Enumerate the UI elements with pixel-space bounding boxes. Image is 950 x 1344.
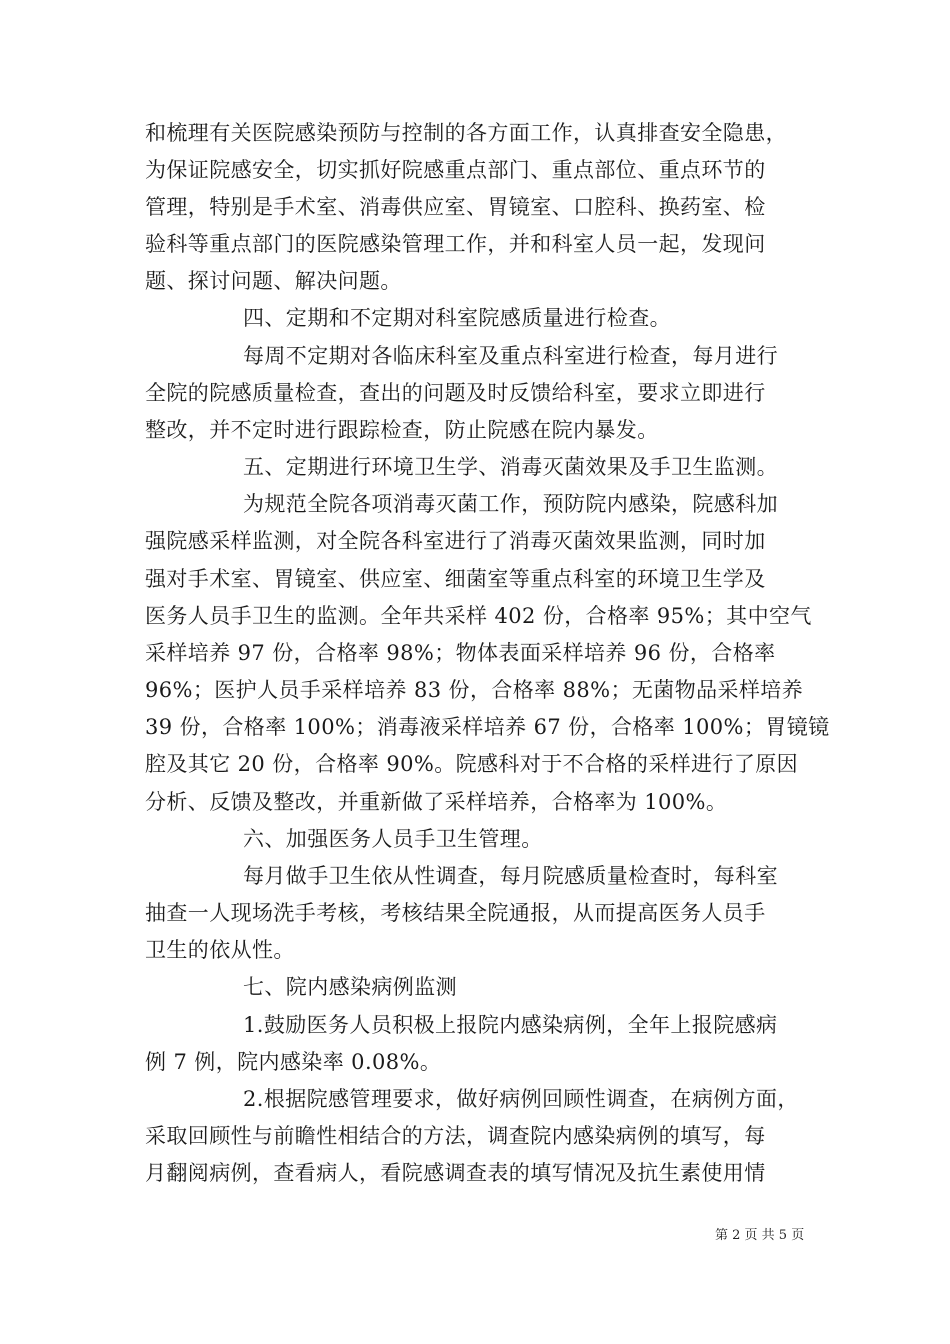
body-line: 96%；医护人员手采样培养 83 份，合格率 88%；无菌物品采样培养 — [145, 678, 804, 702]
section-heading-5: 五、定期进行环境卫生学、消毒灭菌效果及手卫生监测。 — [243, 455, 778, 479]
body-line: 39 份，合格率 100%；消毒液采样培养 67 份，合格率 100%；胃镜镜 — [145, 715, 830, 739]
body-line: 全院的院感质量检查，查出的问题及时反馈给科室，要求立即进行 — [145, 381, 766, 405]
body-line: 例 7 例，院内感染率 0.08%。 — [145, 1050, 442, 1074]
body-line: 管理，特别是手术室、消毒供应室、胃镜室、口腔科、换药室、检 — [145, 195, 766, 219]
body-line: 强对手术室、胃镜室、供应室、细菌室等重点科室的环境卫生学及 — [145, 567, 766, 591]
paragraph-first-line: 每周不定期对各临床科室及重点科室进行检查，每月进行 — [243, 344, 778, 368]
paragraph-first-line: 1.鼓励医务人员积极上报院内感染病例，全年上报院感病 — [243, 1013, 778, 1037]
page-number-footer: 第 2 页 共 5 页 — [715, 1228, 805, 1243]
body-line: 为保证院感安全，切实抓好院感重点部门、重点部位、重点环节的 — [145, 158, 766, 182]
body-line: 抽查一人现场洗手考核，考核结果全院通报，从而提高医务人员手 — [145, 901, 766, 925]
body-line: 医务人员手卫生的监测。全年共采样 402 份，合格率 95%；其中空气 — [145, 604, 812, 628]
body-line: 强院感采样监测，对全院各科室进行了消毒灭菌效果监测，同时加 — [145, 529, 766, 553]
paragraph-first-line: 2.根据院感管理要求，做好病例回顾性调查，在病例方面， — [243, 1087, 799, 1111]
body-line: 采样培养 97 份，合格率 98%；物体表面采样培养 96 份，合格率 — [145, 641, 776, 665]
body-line: 采取回顾性与前瞻性相结合的方法，调查院内感染病例的填写，每 — [145, 1124, 766, 1148]
section-heading-7: 七、院内感染病例监测 — [243, 975, 457, 999]
body-line: 和梳理有关医院感染预防与控制的各方面工作，认真排查安全隐患， — [145, 121, 787, 145]
body-line: 月翻阅病例，查看病人，看院感调查表的填写情况及抗生素使用情 — [145, 1161, 766, 1185]
body-line: 验科等重点部门的医院感染管理工作，并和科室人员一起，发现问 — [145, 232, 766, 256]
body-line: 分析、反馈及整改，并重新做了采样培养，合格率为 100%。 — [145, 790, 728, 814]
body-line: 腔及其它 20 份，合格率 90%。院感科对于不合格的采样进行了原因 — [145, 752, 799, 776]
paragraph-first-line: 每月做手卫生依从性调查，每月院感质量检查时，每科室 — [243, 864, 778, 888]
section-heading-4: 四、定期和不定期对科室院感质量进行检查。 — [243, 306, 671, 330]
body-line: 整改，并不定时进行跟踪检查，防止院感在院内暴发。 — [145, 418, 659, 442]
section-heading-6: 六、加强医务人员手卫生管理。 — [243, 827, 543, 851]
paragraph-first-line: 为规范全院各项消毒灭菌工作，预防院内感染，院感科加 — [243, 492, 778, 516]
body-line: 卫生的依从性。 — [145, 938, 295, 962]
body-line: 题、探讨问题、解决问题。 — [145, 269, 402, 293]
